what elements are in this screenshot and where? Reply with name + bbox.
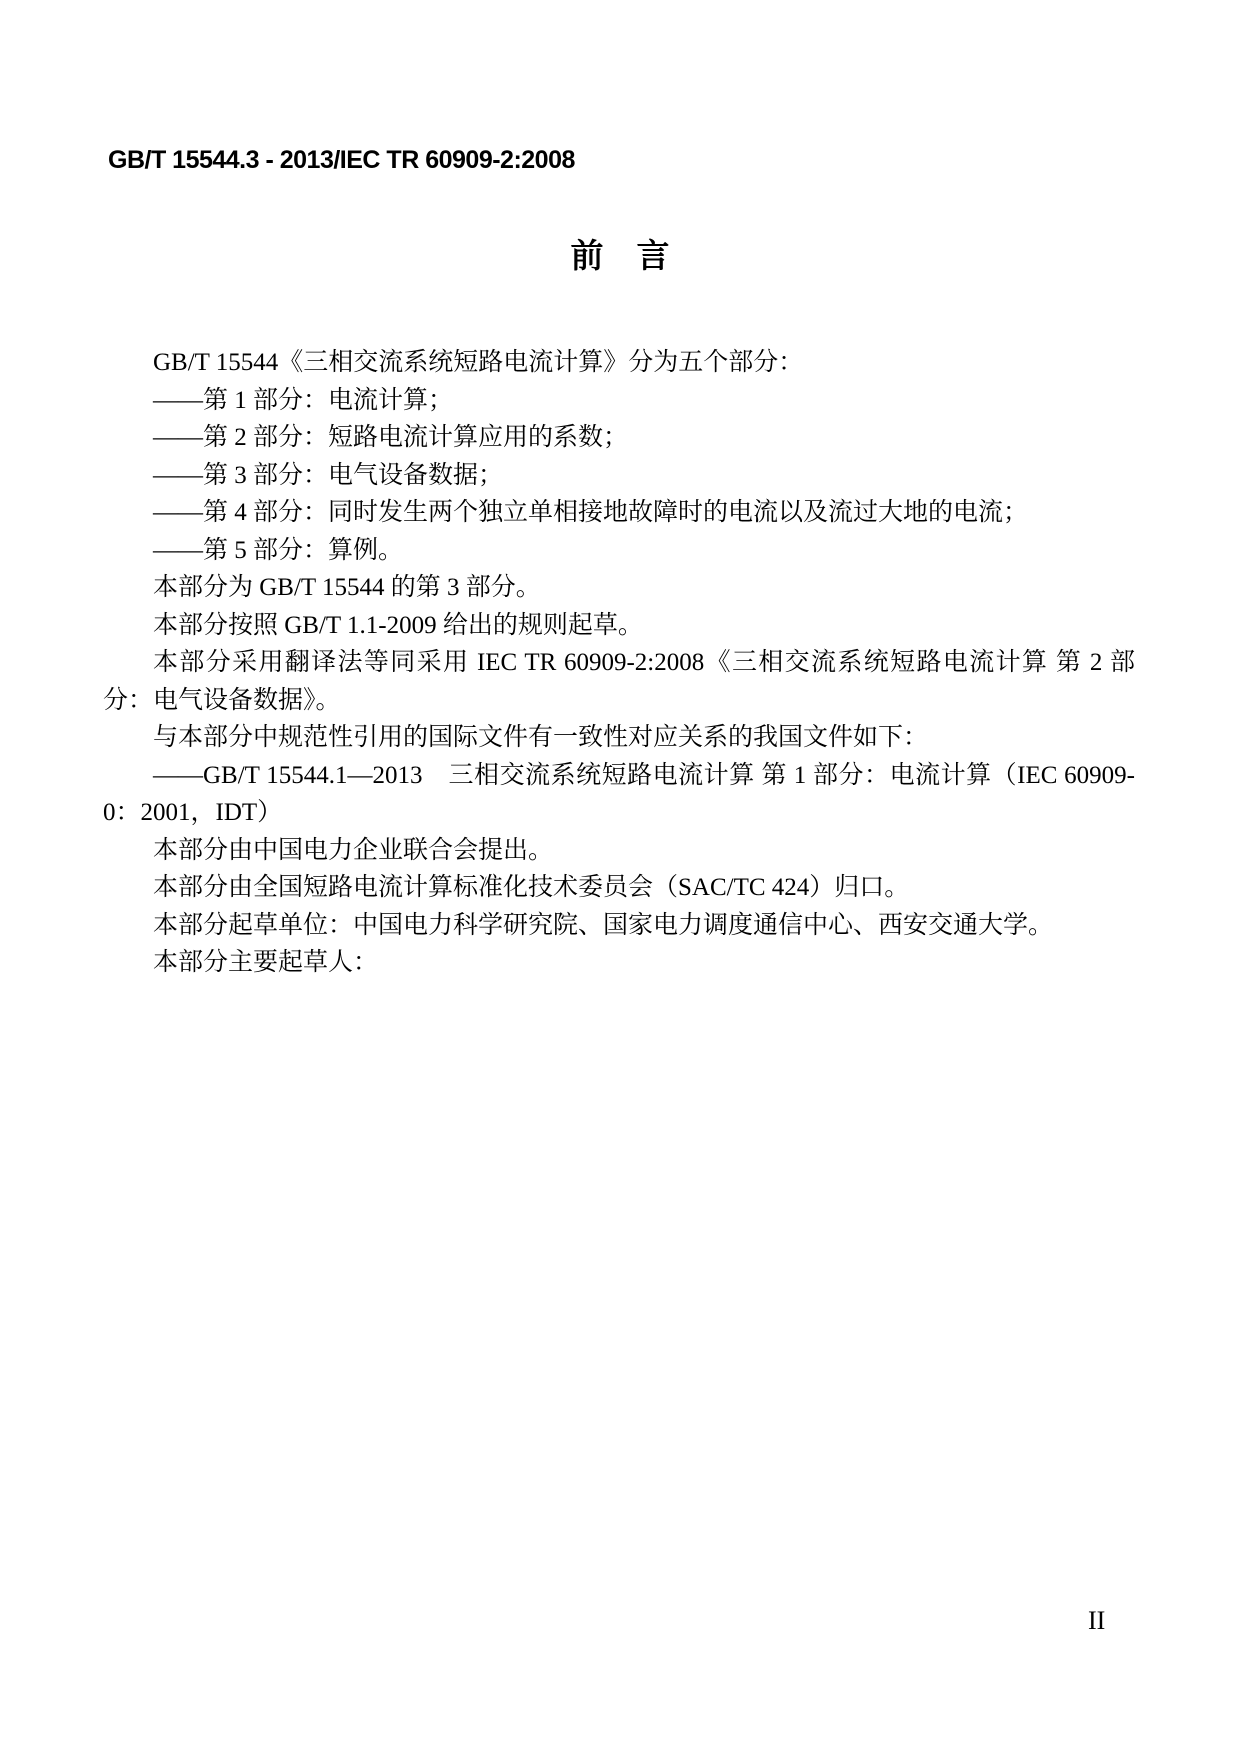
page-title: 前 言: [570, 237, 670, 274]
paragraph: ——第 3 部分：电气设备数据；: [153, 461, 504, 489]
paragraph: 本部分起草单位：中国电力科学研究院、国家电力调度通信中心、西安交通大学。: [153, 911, 1054, 939]
paragraph: ——第 2 部分：短路电流计算应用的系数；: [153, 424, 629, 451]
paragraph: 本部分由全国短路电流计算标准化技术委员会（SAC/TC 424）归口。: [153, 874, 910, 901]
paragraph: ——第 5 部分：算例。: [153, 536, 404, 564]
paragraph: GB/T 15544《三相交流系统短路电流计算》分为五个部分：: [153, 349, 804, 376]
paragraph: 与本部分中规范性引用的国际文件有一致性对应关系的我国文件如下：: [153, 724, 929, 751]
paragraph: ——第 1 部分：电流计算；: [153, 386, 454, 414]
paragraph: 本部分为 GB/T 15544 的第 3 部分。: [153, 574, 541, 601]
paragraph: 本部分由中国电力企业联合会提出。: [153, 836, 554, 864]
standard-code-header: GB/T 15544.3 - 2013/IEC TR 60909-2:2008: [108, 146, 575, 174]
page-number: II: [1088, 1606, 1106, 1635]
paragraph: 本部分采用翻译法等同采用 IEC TR 60909-2:2008《三相交流系统短路电流计算 第 2 部分：电气设备数据》。: [103, 649, 1135, 714]
paragraph: ——第 4 部分：同时发生两个独立单相接地故障时的电流以及流过大地的电流；: [153, 499, 1029, 526]
paragraph: 本部分按照 GB/T 1.1-2009 给出的规则起草。: [153, 611, 643, 639]
foreword-body: [103, 344, 1135, 982]
paragraph: ——GB/T 15544.1—2013 三相交流系统短路电流计算 第 1 部分：电流计算（IEC 60909-0：2001，IDT）: [103, 761, 1135, 826]
paragraph: 本部分主要起草人：: [153, 949, 379, 976]
